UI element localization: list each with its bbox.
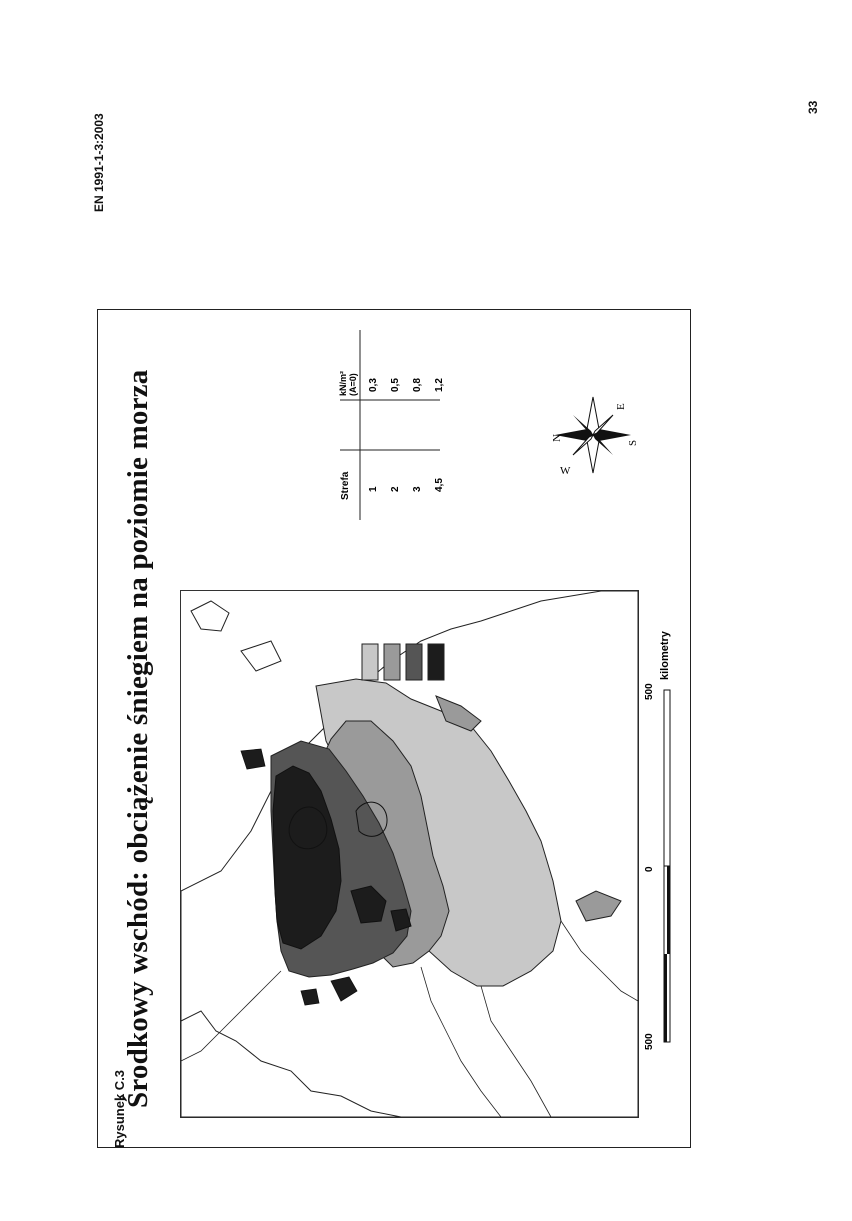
legend-load-2: 0,5 bbox=[390, 378, 401, 392]
legend-swatch-2 bbox=[384, 644, 400, 680]
island-1 bbox=[191, 601, 229, 631]
island-dark-3 bbox=[241, 749, 265, 769]
compass-label-e: E bbox=[615, 403, 627, 410]
scale-label-right: 500 bbox=[644, 683, 655, 700]
standard-code: EN 1991-1-3:2003 bbox=[92, 113, 106, 212]
map-legend bbox=[340, 330, 450, 520]
scale-bar bbox=[640, 631, 690, 1060]
legend-header-load-unit: kN/m² bbox=[338, 370, 348, 396]
figure-caption: Rysunek C.3 bbox=[112, 1069, 127, 1148]
compass-label-s: S bbox=[627, 439, 639, 446]
legend-swatch-1 bbox=[362, 644, 378, 680]
legend-swatch-4 bbox=[428, 644, 444, 680]
scale-bar-seg-3 bbox=[664, 954, 667, 1042]
compass-label-w: W bbox=[560, 465, 571, 477]
scale-bar-seg-2 bbox=[667, 866, 670, 954]
compass-rose bbox=[548, 380, 638, 490]
legend-header-zone: Strefa bbox=[340, 471, 351, 500]
legend-header-load-cond: (A=0) bbox=[348, 373, 358, 396]
map-title: Środkowy wschód: obciążenie śniegiem na poziomie morza bbox=[122, 369, 154, 1108]
legend-zone-4: 4,5 bbox=[434, 478, 445, 492]
scale-label-left: 500 bbox=[644, 1033, 655, 1050]
legend-zone-2: 2 bbox=[390, 486, 401, 492]
legend-load-1: 0,3 bbox=[368, 378, 379, 392]
legend-load-3: 0,8 bbox=[412, 378, 423, 392]
legend-zone-3: 3 bbox=[412, 486, 423, 492]
legend-load-4: 1,2 bbox=[434, 378, 445, 392]
scale-label-mid: 0 bbox=[644, 866, 655, 872]
island-2 bbox=[241, 641, 281, 671]
scale-bar-seg-1 bbox=[664, 690, 670, 866]
page-number: 33 bbox=[806, 100, 820, 114]
compass-label-n: N bbox=[551, 434, 563, 442]
legend-zone-1: 1 bbox=[368, 486, 379, 492]
scale-unit: kilometry bbox=[659, 631, 671, 680]
legend-swatch-3 bbox=[406, 644, 422, 680]
